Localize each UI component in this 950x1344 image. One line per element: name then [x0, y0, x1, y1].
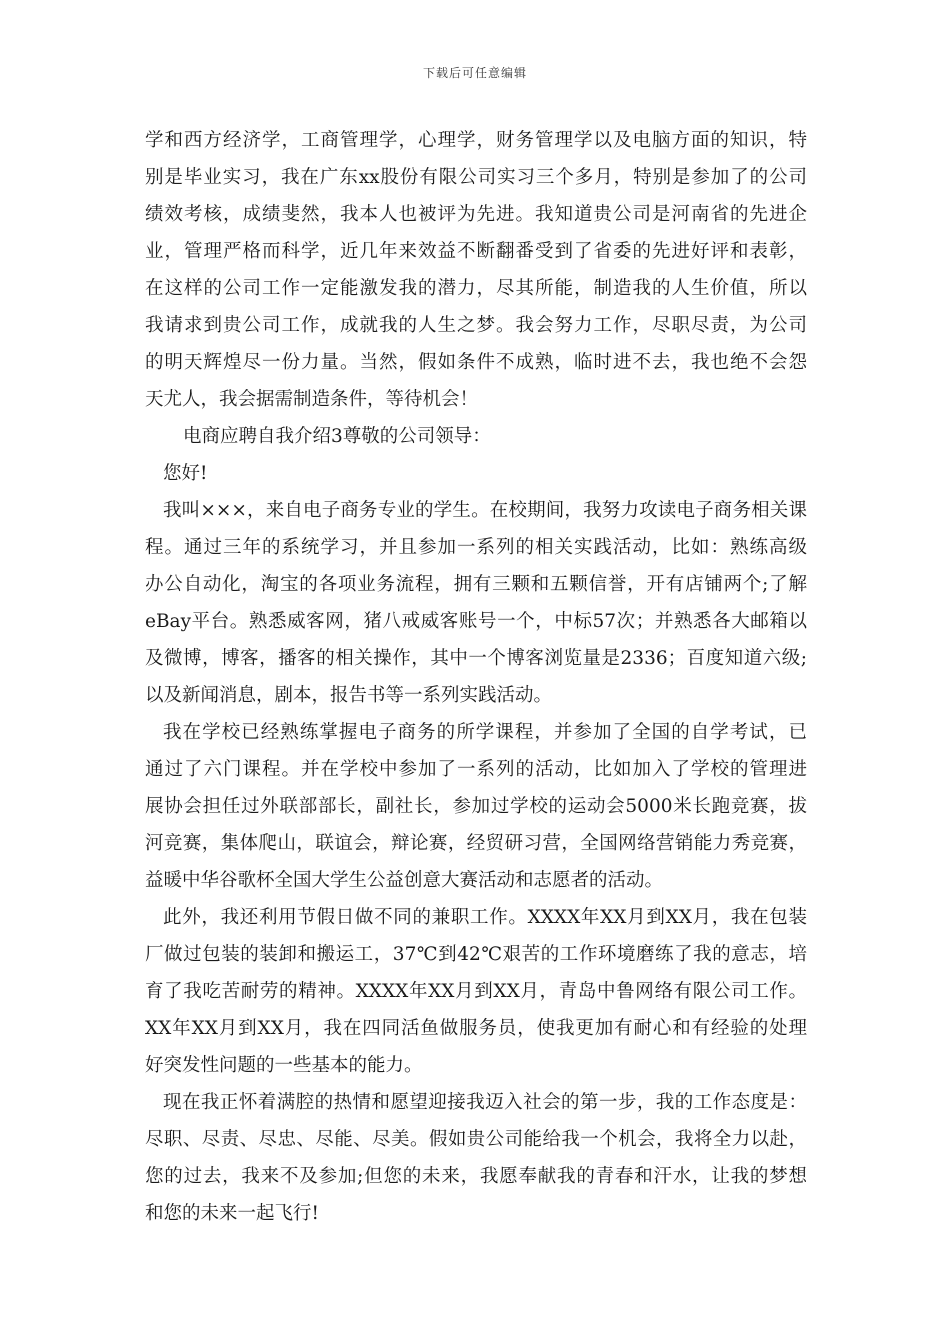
paragraph-line: 程。通过三年的系统学习，并且参加一系列的相关实践活动，比如：熟练高级 — [145, 537, 807, 558]
paragraph-line: 我请求到贵公司工作，成就我的人生之梦。我会努力工作，尽职尽责，为公司 — [145, 315, 807, 336]
paragraph-line: 现在我正怀着满腔的热情和愿望迎接我迈入社会的第一步，我的工作态度是： — [163, 1092, 807, 1113]
paragraph-line: eBay平台。熟悉威客网，猪八戒威客账号一个，中标57次；并熟悉各大邮箱以 — [145, 611, 807, 632]
paragraph — [145, 492, 807, 714]
paragraph-line: 电商应聘自我介绍3尊敬的公司领导： — [183, 426, 491, 447]
paragraph-line: 在这样的公司工作一定能激发我的潜力，尽其所能，制造我的人生价值，所以 — [145, 278, 807, 299]
paragraph-line: 您的过去，我来不及参加;但您的未来，我愿奉献我的青春和汗水，让我的梦想 — [145, 1166, 807, 1187]
paragraph-line: 此外，我还利用节假日做不同的兼职工作。XXXX年XX月到XX月，我在包装 — [163, 907, 807, 928]
paragraph — [145, 418, 807, 455]
paragraph-line: 绩效考核，成绩斐然，我本人也被评为先进。我知道贵公司是河南省的先进企 — [145, 204, 807, 225]
paragraph-line: 展协会担任过外联部部长，副社长，参加过学校的运动会5000米长跑竞赛，拔 — [145, 796, 807, 817]
paragraph-line: 育了我吃苦耐劳的精神。XXXX年XX月到XX月，青岛中鲁网络有限公司工作。 — [145, 981, 807, 1002]
paragraph — [145, 1084, 807, 1232]
paragraph — [145, 455, 807, 492]
paragraph-line: 我在学校已经熟练掌握电子商务的所学课程，并参加了全国的自学考试，已 — [163, 722, 807, 743]
paragraph — [145, 122, 807, 418]
page-header-note: 下载后可任意编辑 — [422, 66, 527, 80]
paragraph-line: 学和西方经济学，工商管理学，心理学，财务管理学以及电脑方面的知识，特 — [145, 130, 807, 151]
paragraph-line: XX年XX月到XX月，我在四同活鱼做服务员，使我更加有耐心和有经验的处理 — [145, 1018, 807, 1039]
paragraph-line: 我叫×××，来自电子商务专业的学生。在校期间，我努力攻读电子商务相关课 — [163, 500, 807, 521]
paragraph-line: 厂做过包装的装卸和搬运工，37℃到42℃艰苦的工作环境磨练了我的意志，培 — [145, 944, 807, 965]
document-body — [145, 122, 807, 1232]
paragraph-line: 及微博，博客，播客的相关操作，其中一个博客浏览量是2336；百度知道六级; — [145, 648, 807, 669]
paragraph-line: 尽职、尽责、尽忠、尽能、尽美。假如贵公司能给我一个机会，我将全力以赴， — [145, 1129, 807, 1150]
paragraph-line: 的明天辉煌尽一份力量。当然，假如条件不成熟，临时进不去，我也绝不会怨 — [145, 352, 807, 373]
paragraph-line: 天尤人，我会据需制造条件，等待机会！ — [145, 389, 479, 410]
paragraph-line: 业，管理严格而科学，近几年来效益不断翻番受到了省委的先进好评和表彰， — [145, 241, 807, 262]
paragraph-line: 河竞赛，集体爬山，联谊会，辩论赛，经贸研习营，全国网络营销能力秀竞赛， — [145, 833, 807, 854]
paragraph-line: 益暖中华谷歌杯全国大学生公益创意大赛活动和志愿者的活动。 — [145, 870, 664, 891]
paragraph-line: 通过了六门课程。并在学校中参加了一系列的活动，比如加入了学校的管理进 — [145, 759, 807, 780]
paragraph-line: 和您的未来一起飞行! — [145, 1203, 319, 1224]
paragraph-line: 您好! — [163, 463, 208, 484]
paragraph-line: 好突发性问题的一些基本的能力。 — [145, 1055, 423, 1076]
paragraph-line: 以及新闻消息，剧本，报告书等一系列实践活动。 — [145, 685, 553, 706]
paragraph-line: 别是毕业实习，我在广东xx股份有限公司实习三个多月，特别是参加了的公司 — [145, 167, 807, 188]
paragraph — [145, 899, 807, 1084]
paragraph-line: 办公自动化，淘宝的各项业务流程，拥有三颗和五颗信誉，开有店铺两个;了解 — [145, 574, 807, 595]
paragraph — [145, 714, 807, 899]
